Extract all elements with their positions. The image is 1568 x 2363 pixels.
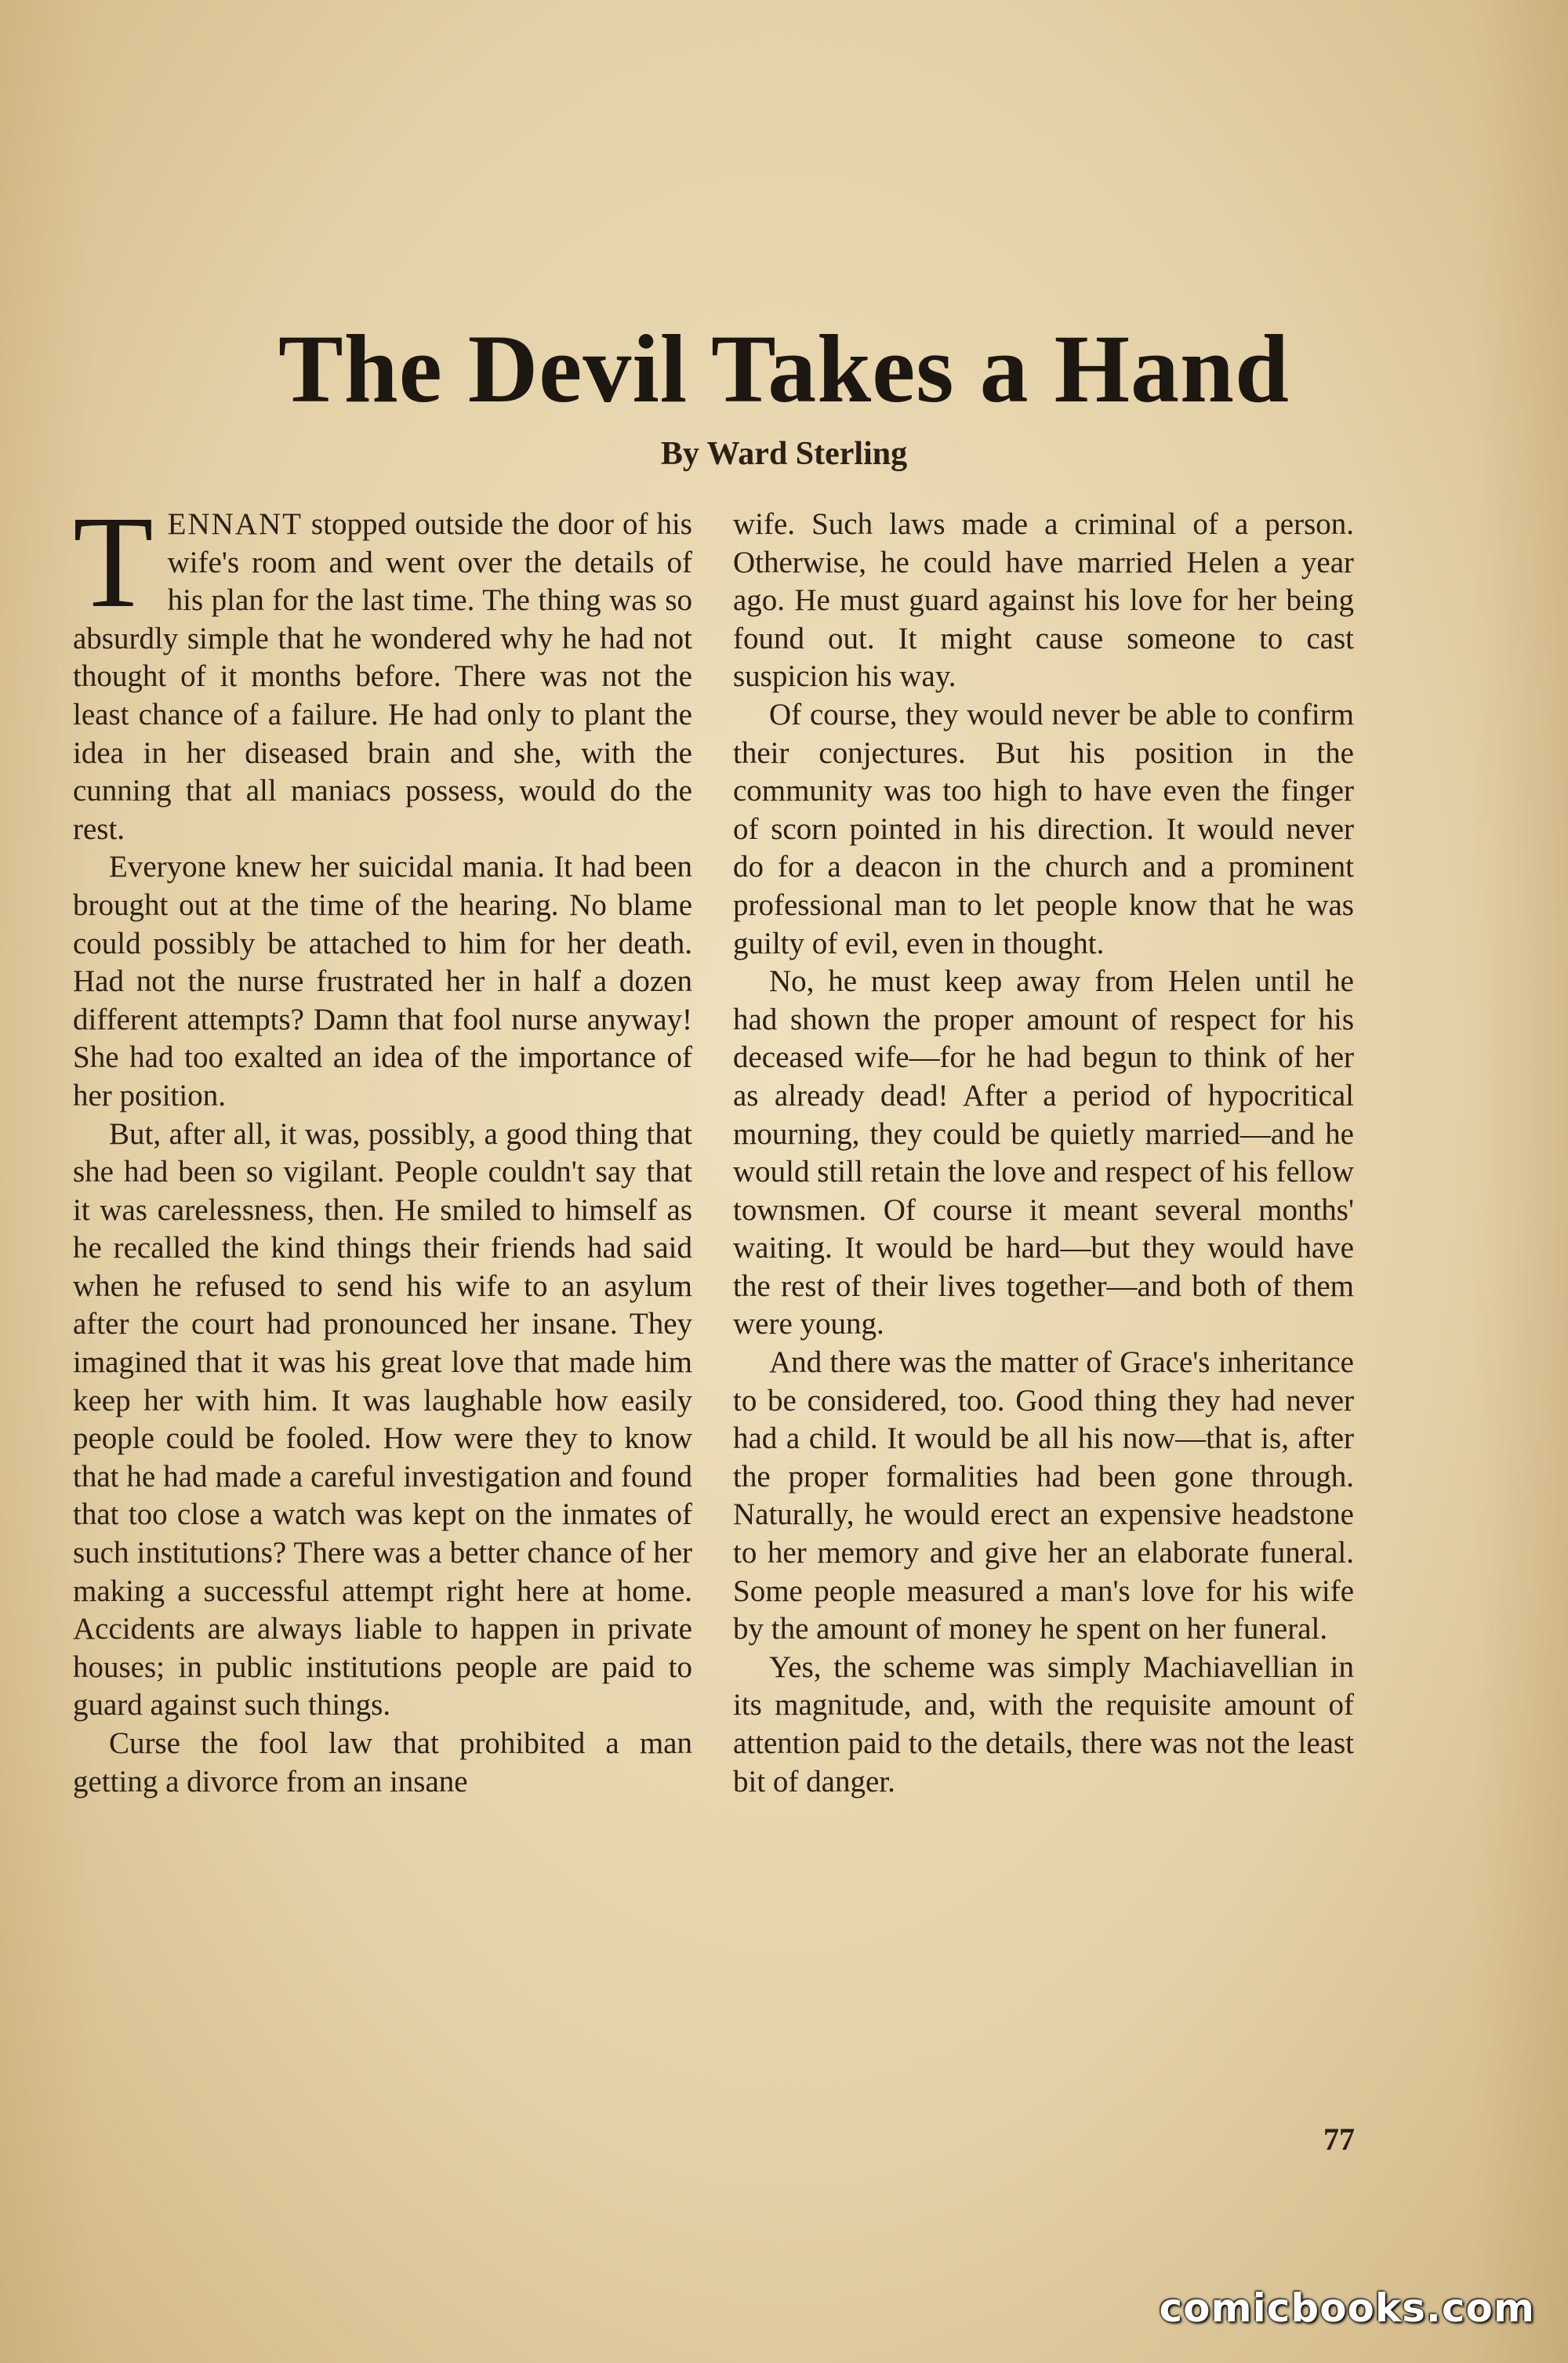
left-column (73, 489, 692, 1801)
paragraph-5: Of course, they would never be able to confirm their conjectures. But his position in the community was too high to have even the finger of scorn pointed in his direction. It would never do for a deacon in the church and a prominent professional man to let people know that he was guilty of evil, even in thought. (733, 697, 1354, 960)
story-title: The Devil Takes a Hand (278, 315, 1290, 423)
paragraph-1-text: stopped outside the door of his wife's room and went over the details of his plan for the last time. The thing was so absurdly simple that he wondered why he had not thought of it months before. There was not the least chance of a failure. He had only to plant the idea in her diseased brain and she, with the cunning that all maniacs possess, would do the rest. (73, 507, 692, 846)
site-watermark: comicbooks.com (1159, 2285, 1535, 2331)
paragraph-6: No, he must keep away from Helen until he had shown the proper amount of respect for his deceased wife—for he had begun to think of her as already dead! After a period of hypocritical mourning, they could be quietly married—and he would still retain the love and respect of his fellow townsmen. Of course it meant several months' waiting. It would be hard—but they would have the rest of their lives together—and both of them were young. (733, 964, 1354, 1341)
paragraph-7: And there was the matter of Grace's inheritance to be considered, too. Good thing they had never had a child. It would be all his now—that is, after the proper formalities had been gone through. Naturally, he would erect an expensive headstone to her memory and give her an elaborate funeral. Some people measured a man's love for his wife by the amount of money he spent on her funeral. (733, 1345, 1354, 1646)
story-byline: By Ward Sterling (660, 436, 908, 472)
drop-cap: T (73, 489, 154, 635)
lead-in-word: ENNANT (167, 507, 303, 541)
paragraph-1 (73, 489, 692, 848)
paragraph-4-continued: wife. Such laws made a criminal of a person. Otherwise, he could have married Helen a year ago. He must guard against his love for her being found out. It might cause someone to cast suspicion his way. (733, 507, 1354, 694)
paragraph-4: Curse the fool law that prohibited a man getting a divorce from an insane (73, 1726, 692, 1799)
page-number: 77 (1323, 2122, 1355, 2157)
right-column (733, 506, 1354, 1801)
paragraph-3: But, after all, it was, possibly, a good thing that she had been so vigilant. People couldn't say that it was carelessness, then. He smiled to himself as he recalled the kind things their friends had said when he refused to send his wife to an asylum after the court had pronounced her insane. They imagined that it was his great love that made him keep her with him. It was laughable how easily people could be fooled. How were they to know that he had made a careful investigation and found that too close a watch was kept on the inmates of such institutions? There was a better chance of her making a successful attempt right here at home. Accidents are always liable to happen in private houses; in public institutions people are paid to guard against such things. (73, 1116, 692, 1722)
paragraph-8: Yes, the scheme was simply Machiavellian in its magnitude, and, with the requisite amount of attention paid to the details, there was not the least bit of danger. (733, 1650, 1354, 1799)
paragraph-2: Everyone knew her suicidal mania. It had been brought out at the time of the hearing. No blame could possibly be attached to him for her death. Had not the nurse frustrated her in half a dozen different attempts? Damn that fool nurse anyway! She had too exalted an idea of the importance of her position. (73, 850, 692, 1113)
